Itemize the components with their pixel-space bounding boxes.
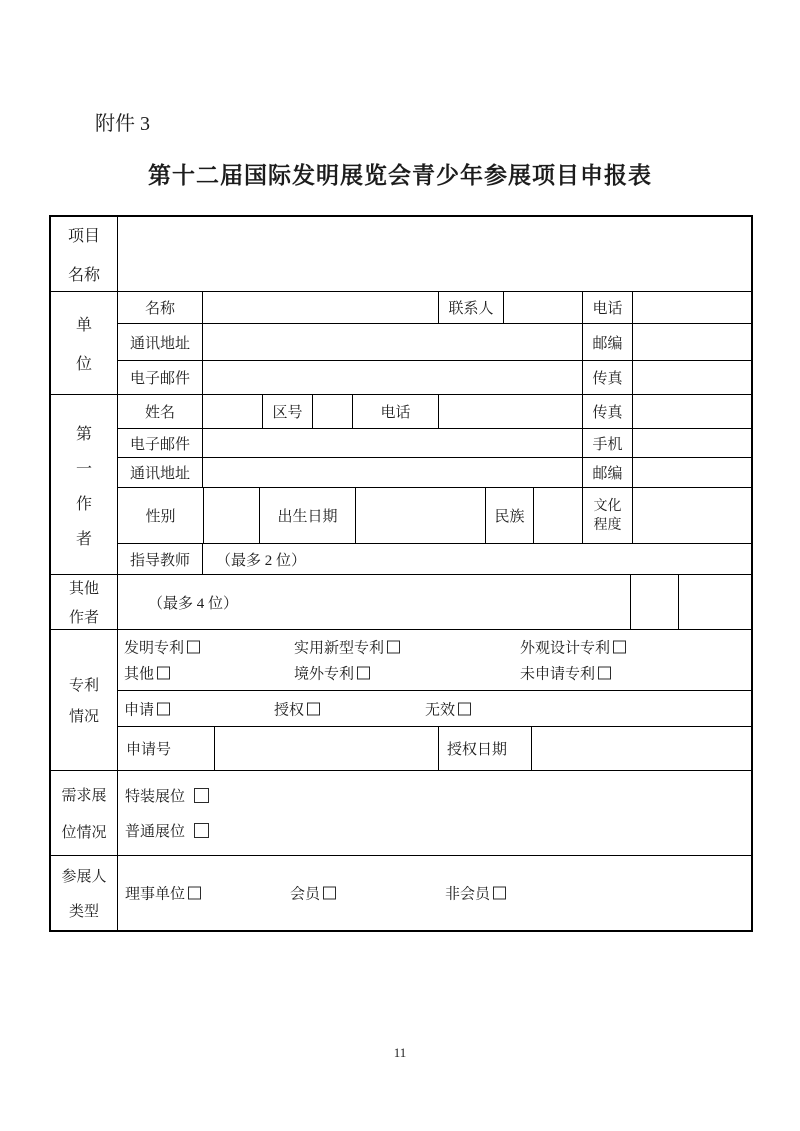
- author-area-code-label: 区号: [263, 395, 313, 428]
- author-name-label: 姓名: [118, 395, 203, 428]
- patent-type-cell: [118, 630, 751, 690]
- other-authors-extra-field-1[interactable]: [631, 575, 679, 629]
- unit-header-line1: 单: [75, 317, 92, 334]
- patent-header-line2: 情况: [68, 709, 99, 725]
- other-patent-checkbox[interactable]: [157, 667, 170, 680]
- unit-name-label: 名称: [118, 292, 203, 323]
- author-education-field[interactable]: [633, 488, 751, 543]
- section-first-author: [51, 395, 751, 575]
- utility-patent-checkbox[interactable]: [387, 640, 400, 653]
- invention-patent-option[interactable]: [124, 636, 200, 657]
- exhibitor-type-cell: [118, 856, 751, 930]
- exhibitor-body: [118, 856, 751, 930]
- grant-date-field[interactable]: [532, 727, 751, 770]
- unit-fax-label: 传真: [583, 361, 633, 394]
- first-author-header: [51, 395, 118, 574]
- unit-header: [51, 292, 118, 394]
- invention-patent-label: 发明专利: [124, 640, 185, 657]
- patent-invalid-checkbox[interactable]: [458, 702, 471, 715]
- exhibitor-header: [51, 856, 118, 930]
- author-advisor-field[interactable]: [203, 544, 751, 574]
- unit-email-label: 电子邮件: [118, 361, 203, 394]
- other-patent-option[interactable]: [124, 663, 170, 684]
- patent-status-cell: [118, 691, 751, 726]
- form-title: 第十二届国际发明展览会青少年参展项目申报表: [148, 163, 652, 188]
- author-birth-date-label: 出生日期: [260, 488, 356, 543]
- section-booth: [51, 771, 751, 856]
- author-address-field[interactable]: [203, 458, 583, 487]
- unit-contact-label: 联系人: [439, 292, 504, 323]
- no-patent-checkbox[interactable]: [598, 667, 611, 680]
- patent-invalid-label: 无效: [425, 702, 456, 718]
- exhibitor-header-line2: 类型: [68, 904, 99, 920]
- council-unit-checkbox[interactable]: [188, 887, 201, 900]
- project-name-field[interactable]: [118, 217, 751, 291]
- non-member-checkbox[interactable]: [493, 887, 506, 900]
- section-unit: [51, 292, 751, 395]
- author-fax-label: 传真: [583, 395, 633, 428]
- section-patent: [51, 630, 751, 771]
- standard-booth-option[interactable]: [118, 820, 751, 841]
- other-patent-label: 其他: [124, 666, 155, 683]
- unit-zip-field[interactable]: [633, 324, 751, 360]
- patent-applied-option[interactable]: [124, 698, 170, 719]
- patent-invalid-option[interactable]: [425, 698, 471, 719]
- application-number-field[interactable]: [215, 727, 439, 770]
- project-name-header-line1: 项目: [67, 228, 100, 245]
- author-mobile-field[interactable]: [633, 429, 751, 457]
- unit-name-field[interactable]: [203, 292, 439, 323]
- other-authors-header-line1: 其他: [68, 581, 99, 597]
- patent-type-line1: [118, 637, 751, 657]
- non-member-label: 非会员: [445, 886, 491, 903]
- grant-date-label: 授权日期: [439, 727, 532, 770]
- project-name-header: [51, 217, 118, 291]
- page-number: 11: [393, 1045, 407, 1060]
- section-exhibitor-type: [51, 856, 751, 930]
- unit-email-field[interactable]: [203, 361, 583, 394]
- other-authors-extra-field-2[interactable]: [679, 575, 751, 629]
- author-advisor-label: 指导教师: [118, 544, 203, 574]
- author-ethnicity-label: 民族: [486, 488, 534, 543]
- exhibitor-header-line1: 参展人: [61, 869, 107, 885]
- author-email-field[interactable]: [203, 429, 583, 457]
- author-email-label: 电子邮件: [118, 429, 203, 457]
- project-name-header-line2: 名称: [67, 267, 100, 284]
- unit-address-label: 通讯地址: [118, 324, 203, 360]
- design-patent-option[interactable]: [520, 636, 626, 657]
- attachment-label: 附件 3: [95, 113, 150, 135]
- booth-header-line2: 位情况: [61, 825, 107, 841]
- other-authors-body: [118, 575, 751, 629]
- author-education-label: [583, 488, 633, 543]
- unit-zip-label: 邮编: [583, 324, 633, 360]
- author-ethnicity-field[interactable]: [534, 488, 583, 543]
- foreign-patent-label: 境外专利: [294, 666, 355, 683]
- booth-header-line1: 需求展: [61, 788, 107, 804]
- member-option[interactable]: [290, 883, 336, 904]
- unit-phone-label: 电话: [583, 292, 633, 323]
- patent-granted-option[interactable]: [274, 698, 320, 719]
- first-author-header-char4: 者: [75, 530, 92, 548]
- form-table: [49, 215, 753, 932]
- author-phone-label: 电话: [353, 395, 439, 428]
- author-zip-label: 邮编: [583, 458, 633, 487]
- patent-body: [118, 630, 751, 770]
- foreign-patent-option[interactable]: [294, 663, 370, 684]
- council-unit-option[interactable]: [125, 883, 201, 904]
- other-authors-header-line2: 作者: [68, 610, 99, 626]
- design-patent-label: 外观设计专利: [520, 640, 611, 657]
- author-fax-field[interactable]: [633, 395, 751, 428]
- unit-address-field[interactable]: [203, 324, 583, 360]
- author-gender-field[interactable]: [204, 488, 260, 543]
- author-address-label: 通讯地址: [118, 458, 203, 487]
- author-name-field[interactable]: [203, 395, 263, 428]
- author-area-code-field[interactable]: [313, 395, 353, 428]
- patent-applied-label: 申请: [124, 702, 155, 718]
- booth-header: [51, 771, 118, 855]
- special-booth-checkbox[interactable]: [194, 788, 209, 803]
- unit-fax-field[interactable]: [633, 361, 751, 394]
- invention-patent-checkbox[interactable]: [187, 640, 200, 653]
- section-project-name: [51, 217, 751, 292]
- standard-booth-label: 普通展位: [125, 824, 186, 840]
- standard-booth-checkbox[interactable]: [194, 823, 209, 838]
- patent-granted-checkbox[interactable]: [307, 702, 320, 715]
- project-name-body: [118, 217, 751, 291]
- unit-contact-field[interactable]: [504, 292, 583, 323]
- booth-body: [118, 771, 751, 855]
- member-label: 会员: [290, 886, 321, 903]
- section-other-authors: [51, 575, 751, 630]
- author-zip-field[interactable]: [633, 458, 751, 487]
- patent-granted-label: 授权: [274, 702, 305, 718]
- unit-phone-field[interactable]: [633, 292, 751, 323]
- application-number-label: 申请号: [118, 727, 215, 770]
- first-author-header-char3: 作: [75, 495, 92, 513]
- author-phone-field[interactable]: [439, 395, 583, 428]
- unit-body: [118, 292, 751, 394]
- non-member-option[interactable]: [445, 883, 506, 904]
- design-patent-checkbox[interactable]: [613, 640, 626, 653]
- author-education-label-line2: 程度: [593, 517, 622, 533]
- council-unit-label: 理事单位: [125, 886, 186, 903]
- patent-header-line1: 专利: [68, 678, 99, 694]
- first-author-body: [118, 395, 751, 574]
- first-author-header-char1: 第: [75, 425, 92, 443]
- utility-patent-label: 实用新型专利: [294, 640, 385, 657]
- special-booth-option[interactable]: [118, 785, 751, 806]
- author-gender-label: 性别: [118, 488, 204, 543]
- no-patent-option[interactable]: [520, 663, 611, 684]
- foreign-patent-checkbox[interactable]: [357, 667, 370, 680]
- author-mobile-label: 手机: [583, 429, 633, 457]
- no-patent-label: 未申请专利: [520, 666, 596, 683]
- patent-header: [51, 630, 118, 770]
- advisor-max-note: （最多 2 位）: [216, 552, 307, 569]
- special-booth-label: 特装展位: [125, 789, 186, 805]
- unit-header-line2: 位: [75, 356, 92, 373]
- first-author-header-char2: 一: [75, 460, 92, 478]
- author-education-label-line1: 文化: [593, 498, 622, 514]
- author-birth-date-field[interactable]: [356, 488, 486, 543]
- other-authors-header: [51, 575, 118, 629]
- patent-type-line2: [118, 663, 751, 683]
- other-authors-field[interactable]: [118, 575, 631, 629]
- patent-applied-checkbox[interactable]: [157, 702, 170, 715]
- member-checkbox[interactable]: [323, 887, 336, 900]
- utility-patent-option[interactable]: [294, 636, 400, 657]
- other-authors-max-note: （最多 4 位）: [148, 595, 239, 612]
